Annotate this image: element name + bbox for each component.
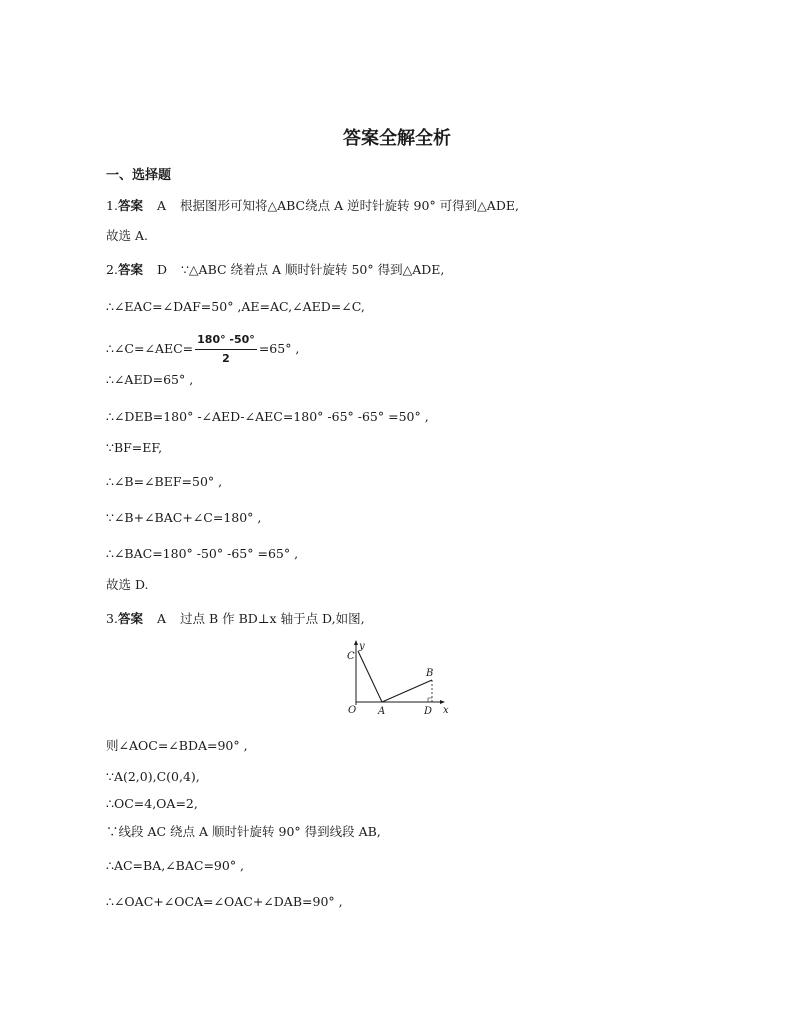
page-title: 答案全解全析 — [343, 128, 451, 149]
fraction-numerator: 180° -50° — [195, 332, 257, 350]
q2-step-4: ∴∠DEB=180° -∠AED-∠AEC=180° -65° -65° =50° , — [106, 409, 429, 424]
q2-step-7: ∵∠B+∠BAC+∠C=180° , — [106, 510, 262, 525]
q2-step-2 — [106, 332, 299, 367]
q2-conclusion: 故选 D. — [106, 577, 149, 592]
q1-answer-line — [106, 198, 519, 214]
fraction — [195, 332, 257, 367]
x-axis-arrow — [440, 700, 445, 704]
q2-answer-label: 答案 — [117, 262, 143, 277]
q3-step-3: ∴OC=4,OA=2, — [106, 796, 198, 811]
q3-number: 3. — [106, 611, 118, 626]
q1-answer-choice: A — [156, 198, 166, 213]
label-x: x — [443, 705, 449, 716]
q3-step-2: ∵A(2,0),C(0,4), — [106, 769, 200, 784]
label-y: y — [359, 641, 365, 652]
q2-step-1: ∴∠EAC=∠DAF=50° ,AE=AC,∠AED=∠C, — [106, 299, 365, 314]
q2-explanation: ∵△ABC 绕着点 A 顺时针旋转 50° 得到△ADE, — [180, 262, 445, 277]
q2-step-3: ∴∠AED=65° , — [106, 372, 194, 387]
q3-step-5: ∴AC=BA,∠BAC=90° , — [106, 858, 245, 873]
geometry-diagram — [340, 638, 460, 720]
q2-step-2-prefix: ∴∠C=∠AEC= — [106, 341, 194, 356]
q3-answer-line — [106, 611, 365, 627]
segment-ab — [382, 680, 432, 702]
q2-step-8: ∴∠BAC=180° -50° -65° =65° , — [106, 546, 299, 561]
label-d: D — [424, 706, 433, 717]
q2-answer-choice: D — [156, 262, 167, 277]
q3-step-4: ∵线段 AC 绕点 A 顺时针旋转 90° 得到线段 AB, — [106, 824, 381, 839]
q2-step-2-suffix: =65° , — [258, 341, 300, 356]
right-angle-mark — [428, 698, 432, 702]
coordinate-figure — [340, 638, 460, 724]
q1-answer-label: 答案 — [117, 198, 143, 213]
section-heading: 一、选择题 — [106, 168, 172, 183]
q2-answer-line — [106, 262, 444, 278]
q2-number: 2. — [106, 262, 118, 277]
fraction-denominator: 2 — [222, 352, 230, 365]
label-b: B — [426, 668, 434, 679]
q3-answer-label: 答案 — [117, 611, 143, 626]
label-a: A — [378, 706, 386, 717]
label-c: C — [347, 651, 355, 662]
segment-ca — [358, 651, 382, 702]
q1-conclusion: 故选 A. — [106, 228, 148, 243]
q2-step-5: ∵BF=EF, — [106, 440, 163, 455]
label-o: O — [348, 705, 357, 716]
q2-step-6: ∴∠B=∠BEF=50° , — [106, 474, 223, 489]
q3-step-1: 则∠AOC=∠BDA=90° , — [106, 738, 248, 753]
q3-answer-choice: A — [156, 611, 166, 626]
q3-explanation: 过点 B 作 BD⊥x 轴于点 D,如图, — [179, 611, 365, 626]
q1-number: 1. — [106, 198, 118, 213]
q1-explanation: 根据图形可知将△ABC绕点 A 逆时针旋转 90° 可得到△ADE, — [179, 198, 519, 213]
q3-step-6: ∴∠OAC+∠OCA=∠OAC+∠DAB=90° , — [106, 894, 343, 909]
y-axis-arrow — [354, 640, 358, 645]
